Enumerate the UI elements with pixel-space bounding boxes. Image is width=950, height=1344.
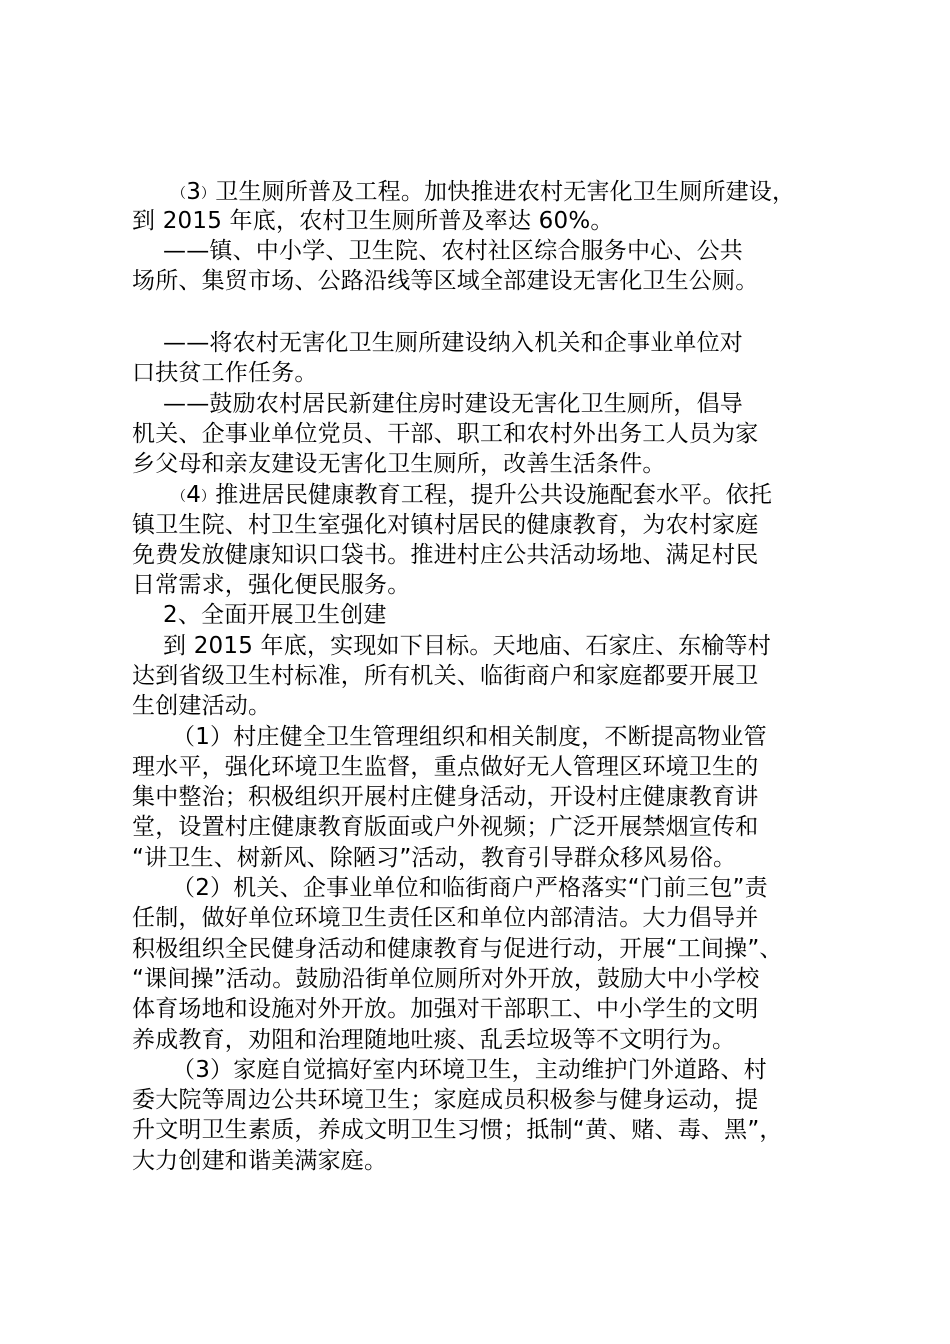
line-text: 推进居民健康教育工程，提升公共设施配套水平。依托	[215, 482, 773, 508]
paragraph-line: （1）村庄健全卫生管理组织和相关制度，不断提高物业管	[172, 724, 767, 750]
paren-close: ）	[201, 489, 216, 505]
paragraph-line: 养成教育，劝阻和治理随地吐痰、乱丢垃圾等不文明行为。	[132, 1027, 736, 1053]
paragraph-line: 场所、集贸市场、公路沿线等区域全部建设无害化卫生公厕。	[132, 268, 759, 294]
section-heading: 2、全面开展卫生创建	[163, 602, 387, 628]
paragraph-line	[172, 480, 772, 512]
paren-open: （	[172, 489, 187, 505]
line-text: 卫生厕所普及工程。加快推进农村无害化卫生厕所建设，	[215, 179, 796, 205]
paragraph-line: 免费发放健康知识口袋书。推进村庄公共活动场地、满足村民	[132, 542, 759, 568]
paragraph-line: 口扶贫工作任务。	[132, 360, 318, 386]
paragraph-line: 体育场地和设施对外开放。加强对干部职工、中小学生的文明	[132, 996, 759, 1022]
paragraph-line	[172, 177, 795, 209]
paragraph-line: 委大院等周边公共环境卫生；家庭成员积极参与健身运动，提	[132, 1087, 759, 1113]
paragraph-line: 积极组织全民健身活动和健康教育与促进行动，开展“工间操”、	[132, 936, 783, 962]
paragraph-line: ——镇、中小学、卫生院、农村社区综合服务中心、公共	[163, 238, 743, 264]
paragraph-line: 镇卫生院、村卫生室强化对镇村居民的健康教育，为农村家庭	[132, 512, 759, 538]
paragraph-line: ——将农村无害化卫生厕所建设纳入机关和企事业单位对	[163, 330, 743, 356]
paragraph-line: （2）机关、企事业单位和临街商户严格落实“门前三包”责	[172, 875, 768, 901]
paren-close: ）	[201, 186, 216, 202]
paragraph-line: 理水平，强化环境卫生监督，重点做好无人管理区环境卫生的	[132, 754, 759, 780]
item-number: 4	[186, 482, 202, 508]
item-number: 3	[186, 179, 202, 205]
paragraph-line: （3）家庭自觉搞好室内环境卫生，主动维护门外道路、村	[172, 1057, 767, 1083]
paren-open: （	[172, 186, 187, 202]
paragraph-line: 到 2015 年底，农村卫生厕所普及率达 60%。	[132, 208, 614, 234]
paragraph-line: 达到省级卫生村标准，所有机关、临街商户和家庭都要开展卫	[132, 663, 759, 689]
paragraph-line: 升文明卫生素质，养成文明卫生习惯；抵制“黄、赌、毒、黑”，	[132, 1117, 783, 1143]
paragraph-line: 机关、企事业单位党员、干部、职工和农村外出务工人员为家	[132, 421, 759, 447]
paragraph-line: 生创建活动。	[132, 693, 272, 719]
paragraph-line: 日常需求，强化便民服务。	[132, 572, 411, 598]
paragraph-line: 任制，做好单位环境卫生责任区和单位内部清洁。大力倡导并	[132, 905, 759, 931]
paragraph-line: 大力创建和谐美满家庭。	[132, 1148, 388, 1174]
paragraph-line: 堂，设置村庄健康教育版面或户外视频；广泛开展禁烟宣传和	[132, 814, 759, 840]
paragraph-line: 乡父母和亲友建设无害化卫生厕所，改善生活条件。	[132, 451, 666, 477]
paragraph-line: “讲卫生、树新风、除陋习”活动，教育引导群众移风易俗。	[132, 845, 737, 871]
paragraph-line: 集中整治；积极组织开展村庄健身活动，开设村庄健康教育讲	[132, 784, 759, 810]
paragraph-line: 到 2015 年底，实现如下目标。天地庙、石家庄、东榆等村	[163, 633, 771, 659]
paragraph-line: ——鼓励农村居民新建住房时建设无害化卫生厕所，倡导	[163, 391, 743, 417]
paragraph-line: “课间操”活动。鼓励沿街单位厕所对外开放，鼓励大中小学校	[132, 966, 760, 992]
